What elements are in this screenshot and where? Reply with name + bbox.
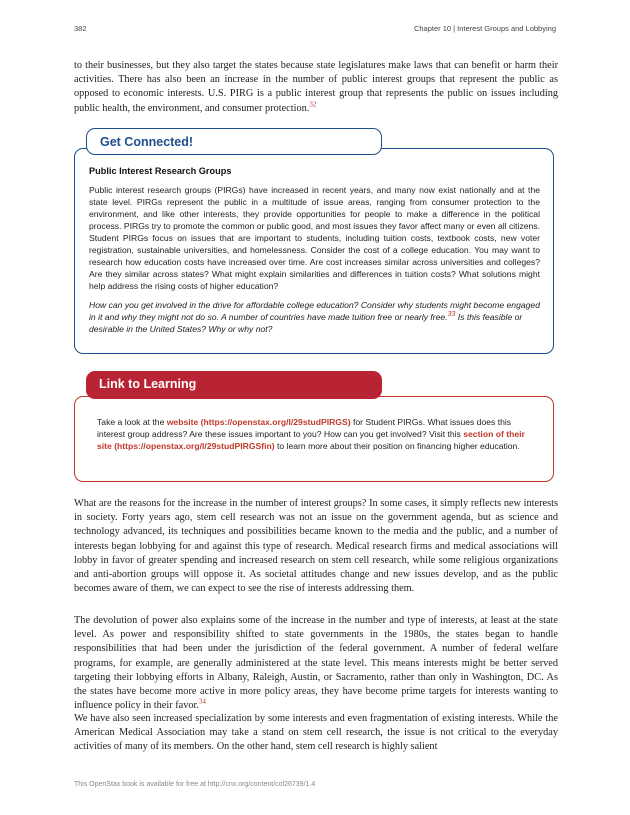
devolution-text: The devolution of power also explains some of the increase in the number and type of interests, at least at the state level. As power and responsibility shifted to state governments in the 1980s, the states began to handle responsibilities that had been under the jurisdiction of the federal government. A number of federal welfare programs, for example, are generally administered at the state level. This means interests might be better served targeting their lobbying efforts in Albany, Raleigh, Austin, or Sacramento, rather than only in Washington, DC. As the states have become more active in more policy areas, they have become prime targets for interests wanting to influence policy in their favor. xyxy=(74,615,558,712)
get-connected-title: Public Interest Research Groups xyxy=(89,166,232,176)
ll-text-1: Take a look at the xyxy=(97,417,167,427)
ll-text-2: for Student PIRGs. What issues does this interest group address? Are these issues important to you? How can you get involved? Visit this xyxy=(97,417,512,440)
get-connected-question xyxy=(89,299,540,335)
page-number: 382 xyxy=(74,24,87,33)
question-part-a: How can you get involved in the drive for affordable college education? Consider why students might become engaged in it and why they might not do so. A number of countries have made tuition free or nearly free. xyxy=(89,300,540,323)
intro-paragraph xyxy=(74,59,558,116)
page-header xyxy=(74,24,556,36)
footnote-ref-33[interactable]: 33 xyxy=(447,311,456,319)
get-connected-body: Public interest research groups (PIRGs) have increased in recent years, and many now exist nationally and at the state level. PIRGs represent the public in a multitude of issue areas, ranging from consumer protection to the environment, and like other interests, they provide opportunities for people to make a difference in the political process. PIRGs try to promote the common or public good, and most issues they favor affect many or even all citizens. Student PIRGs focus on issues that are important to students, including tuition costs, textbook costs, new voter registration, sustainable universities, and homelessness. Consider the cost of a college education. You may want to research how education costs have increased over time. Are cost increases similar across universities and colleges? Are they similar across states? What might explain similarities and differences in tuition costs? What solutions might help address the rising costs of higher education? xyxy=(89,185,540,292)
footnote-ref-32[interactable]: 32 xyxy=(309,100,317,109)
student-pirgs-section-link[interactable]: section of their site (https://openstax.org/l/29studPIRGSfin) xyxy=(97,429,525,452)
link-to-learning-body xyxy=(97,416,537,452)
get-connected-tab: Get Connected! xyxy=(86,128,382,155)
student-pirgs-website-link[interactable]: website (https://openstax.org/l/29studPIRGS) xyxy=(166,417,351,427)
question-part-b: Is this feasible or desirable in the United States? Why or why not? xyxy=(89,312,523,335)
intro-text: to their businesses, but they also target the states because state legislatures make laws that can benefit or harm their activities. There has also been an increase in the number of public interest groups that represent the public as opposed to economic interests. U.S. PIRG is a public interest group that represents the public on issues including public health, the environment, and consumer protection. xyxy=(74,60,558,114)
paragraph-devolution xyxy=(74,614,558,713)
ll-text-3: to learn more about their position on financing higher education. xyxy=(274,441,520,452)
paragraph-specialization: We have also seen increased specialization by some interests and even fragmentation of existing interests. While the American Medical Association may take a stand on stem cell research, the issue is not critical to the everyday activities of many of its members. On the other hand, stem cell research is highly salient xyxy=(74,713,558,753)
chapter-title: Chapter 10 | Interest Groups and Lobbying xyxy=(413,24,556,33)
link-to-learning-tab: Link to Learning xyxy=(86,371,382,399)
paragraph-reasons: What are the reasons for the increase in the number of interest groups? In some cases, it simply reflects new interests in society. Forty years ago, stem cell research was not an issue on the government agenda, but as science and technology advanced, its techniques and possibilities became known to the media and the public, and a number of interests began lobbying for and against this type of research. Medical research firms and medical associations will lobby in favor of greater spending and increased research on stem cell research, while some religious organizations and anti-abortion groups will oppose it. As societal attitudes change and new issues develop, and as the public becomes aware of them, we can expect to see the rise of interests addressing them. xyxy=(74,498,558,595)
footnote-ref-34[interactable]: 34 xyxy=(198,697,206,706)
page-footer: This OpenStax book is available for free at http://cnx.org/content/col26739/1.4 xyxy=(74,781,316,788)
